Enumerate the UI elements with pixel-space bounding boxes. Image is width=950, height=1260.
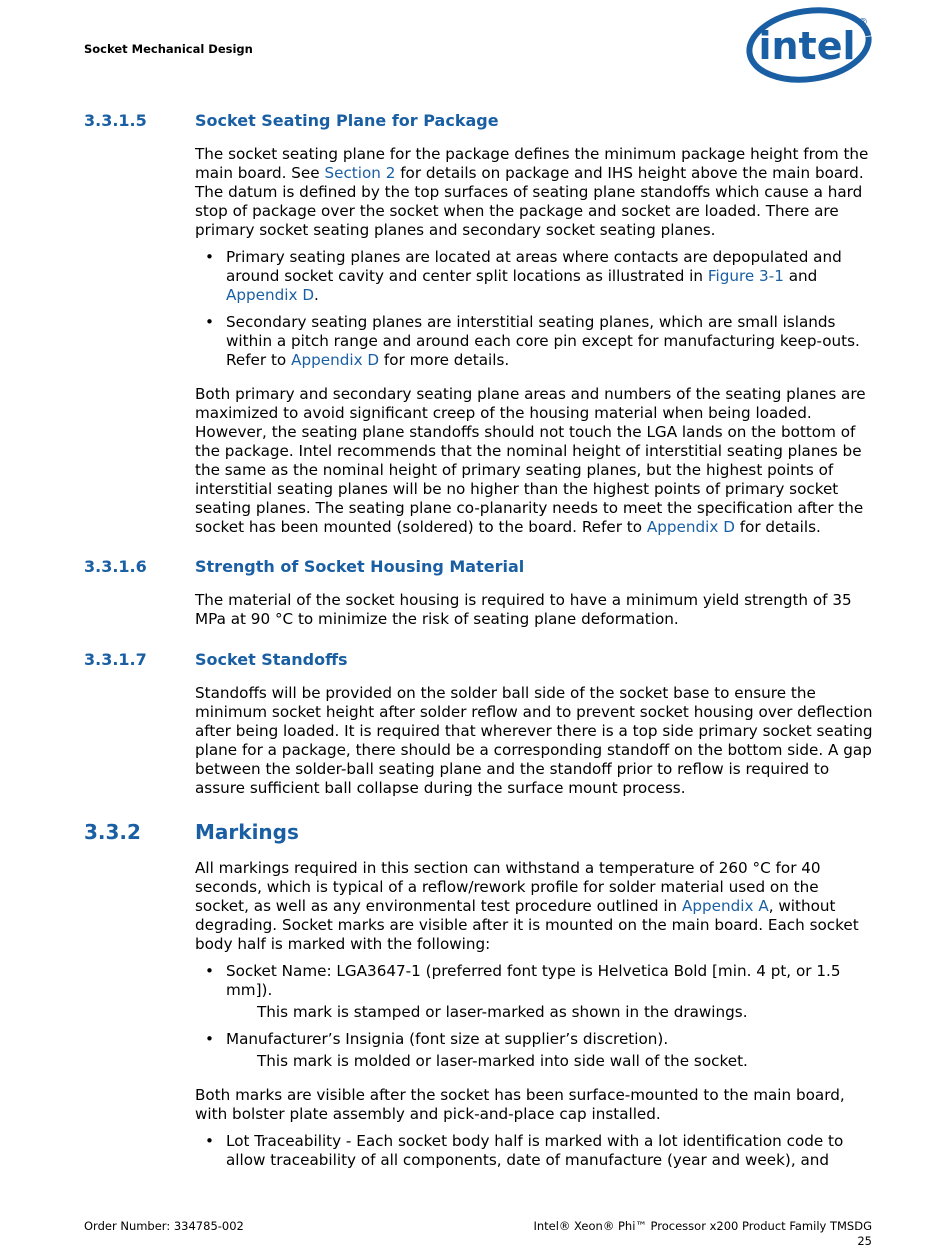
bullet-list <box>195 962 875 1000</box>
bullet-list <box>195 1030 875 1049</box>
section-body <box>195 859 875 1170</box>
appendix-d-link[interactable]: Appendix D <box>646 518 735 536</box>
order-number: Order Number: 334785-002 <box>84 1219 244 1233</box>
section-body <box>195 145 875 537</box>
running-header: Socket Mechanical Design <box>84 42 253 56</box>
intel-logo <box>745 5 873 87</box>
paragraph: Standoffs will be provided on the solder ball side of the socket base to ensure the minimum socket height after solder reflow and to prevent socket housing over deflection after being loaded. It is required that wherever there is a top side primary socket seating plane for a package, there should be a corresponding standoff on the bottom side. A gap between the solder-ball seating plane and the standoff prior to reflow is required to assure sufficient ball collapse during the surface mount process. <box>195 684 873 797</box>
paragraph: The socket seating plane for the package defines the minimum package height from the main board. See Section 2 for details on package and IHS height above the main board. The datum is defined by the top surfaces of seating plane standoffs which cause a hard stop of package over the socket when the package and socket are loaded. There are primary socket seating planes and secondary socket seating planes. <box>195 145 869 239</box>
document-title: Intel® Xeon® Phi™ Processor x200 Product Family TMSDG <box>533 1219 872 1233</box>
page-number: 25 <box>857 1234 872 1248</box>
section-number: 3.3.1.7 <box>84 650 147 669</box>
list-item: • Socket Name: LGA3647-1 (preferred font type is Helvetica Bold [min. 4 pt, or 1.5 mm]). <box>195 962 875 1000</box>
section-heading <box>84 111 890 130</box>
section-heading <box>84 820 890 844</box>
bullet-list <box>195 248 875 370</box>
figure-3-1-link[interactable]: Figure 3-1 <box>707 267 784 285</box>
section-number: 3.3.1.5 <box>84 111 147 130</box>
paragraph: All markings required in this section can withstand a temperature of 260 °C for 40 seconds, which is typical of a reflow/rework profile for solder material used on the socket, as well as any environmental test procedure outlined in Appendix A, without degrading. Socket marks are visible after it is mounted on the main board. Each socket body half is marked with the following: <box>195 859 859 953</box>
section-title: Strength of Socket Housing Material <box>195 557 525 576</box>
svg-text:®: ® <box>858 17 868 28</box>
section-title: Socket Standoffs <box>195 650 348 669</box>
section-heading <box>84 557 890 576</box>
section-body <box>195 591 875 629</box>
bullet-list <box>195 1132 875 1170</box>
logo-wordmark: intel <box>758 24 856 68</box>
list-item: • Lot Traceability - Each socket body half is marked with a lot identification code to allow traceability of all components, date of manufacture (year and week), and <box>195 1132 875 1170</box>
section-title: Socket Seating Plane for Package <box>195 111 499 130</box>
section-number: 3.3.2 <box>84 820 141 844</box>
list-note: This mark is molded or laser-marked into side wall of the socket. <box>257 1052 748 1070</box>
list-item: • Manufacturer’s Insignia (font size at supplier’s discretion). <box>195 1030 875 1049</box>
list-item: • Secondary seating planes are interstitial seating planes, which are small islands within a pitch range and around each core pin except for manufacturing keep-outs. Refer to Appendix D for more details. <box>195 313 875 370</box>
section-body <box>195 684 875 798</box>
appendix-d-link[interactable]: Appendix D <box>291 351 380 369</box>
list-note: This mark is stamped or laser-marked as shown in the drawings. <box>257 1003 748 1021</box>
section-title: Markings <box>195 820 299 844</box>
appendix-d-link[interactable]: Appendix D <box>226 286 315 304</box>
paragraph: The material of the socket housing is required to have a minimum yield strength of 35 MPa at 90 °C to minimize the risk of seating plane deformation. <box>195 591 852 628</box>
paragraph: Both marks are visible after the socket has been surface-mounted to the main board, with bolster plate assembly and pick-and-place cap installed. <box>195 1086 845 1123</box>
section-2-link[interactable]: Section 2 <box>324 164 396 182</box>
page-footer <box>533 1219 872 1249</box>
appendix-a-link[interactable]: Appendix A <box>682 897 769 915</box>
section-number: 3.3.1.6 <box>84 557 147 576</box>
paragraph: Both primary and secondary seating plane areas and numbers of the seating planes are maximized to avoid significant creep of the housing material when being loaded. However, the seating plane standoffs should not touch the LGA lands on the bottom of the package. Intel recommends that the nominal height of interstitial seating planes be the same as the nominal height of primary seating planes, but the highest points of interstitial seating planes will be no higher than the highest points of primary socket seating planes. The seating plane co-planarity needs to meet the specification after the socket has been mounted (soldered) to the board. Refer to Appendix D for details. <box>195 385 866 536</box>
section-heading <box>84 650 890 669</box>
list-item: • Primary seating planes are located at areas where contacts are depopulated and around socket cavity and center split locations as illustrated in Figure 3-1 and Appendix D. <box>195 248 875 305</box>
